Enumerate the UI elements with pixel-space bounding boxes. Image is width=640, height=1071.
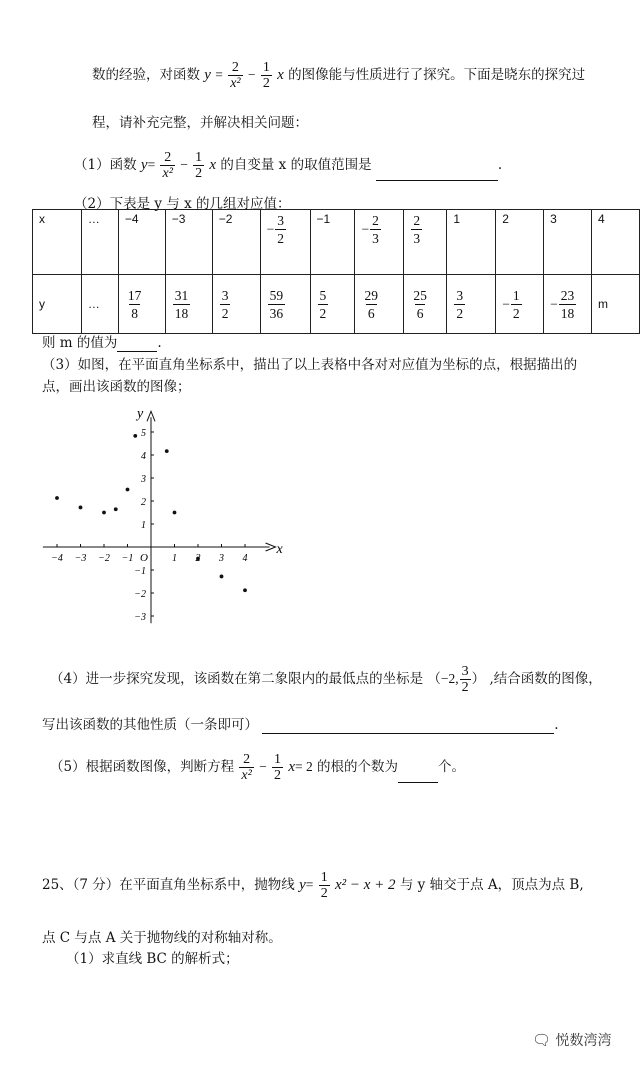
q25-line-1: 25、（7 分）在平面直角坐标系中，抛物线 y= $\frac{1}{2}$ x² − x + 2 与 y 轴交于点 A，顶点为点 B, (42, 870, 584, 901)
row1-cell: − $\frac{3}{2}$ (260, 210, 310, 275)
row1-cell: 2 (496, 210, 544, 275)
row2-cell: m (592, 275, 640, 334)
m-line: 则 m 的值为 . (42, 335, 162, 351)
y-tick-label: −2 (134, 589, 146, 600)
x-tick-label: −3 (74, 553, 87, 564)
q2-line: （2）下表是 y 与 x 的几组对应值： (74, 196, 291, 212)
row2-cell: $\frac{31}{18}$ (165, 275, 212, 334)
q1-line: （1）函数 y= $\frac{2}{\text{x²}}$ − $\frac{1}{2}$ x 的自变量 x 的取值范围是 . (74, 150, 503, 181)
func-y: y (204, 67, 211, 83)
q5-answer-blank (398, 768, 438, 783)
intro-line-1: 数的经验，对函数 y = $\frac{2}{\text{x²}}$ − $\frac{1}{2}$ x 的图像能与性质进行了探究。下面是晓东的探究过 (92, 60, 586, 91)
row2-cell: $\frac{3}{2}$ (212, 275, 260, 334)
intro-prefix: 数的经验，对函数 (92, 67, 200, 83)
data-point (220, 575, 224, 579)
row1-cell: 1 (447, 210, 496, 275)
q4-line-1: （4）进一步探究发现，该函数在第二象限内的最低点的坐标是 （−2, $\frac{3}{2}$ ） ,结合函数的图像， (50, 664, 602, 695)
x-tick-label: −4 (51, 553, 63, 564)
data-point (114, 507, 118, 511)
row1-cell: x (33, 210, 82, 275)
row1-cell: −2 (212, 210, 260, 275)
q25-line-2: 点 C 与点 A 关于抛物线的对称轴对称。 (42, 930, 282, 946)
y-tick-label: 4 (141, 451, 146, 462)
func-eq: = (215, 67, 223, 82)
scatter-plot (40, 393, 290, 633)
q3-line-2: 点，画出该函数的图像； (42, 379, 191, 395)
row1-cell: −4 (118, 210, 165, 275)
q4-answer-blank (262, 719, 554, 734)
row1-cell: − $\frac{2}{3}$ (355, 210, 404, 275)
chat-bubble-icon: 🗨 (532, 1031, 552, 1049)
y-tick-label: 5 (141, 428, 146, 439)
row2-cell: … (81, 275, 118, 334)
row2-cell: − $\frac{23}{18}$ (544, 275, 592, 334)
data-point (55, 496, 59, 500)
data-point (173, 511, 177, 515)
row1-cell: … (81, 210, 118, 275)
row2-cell: $\frac{25}{6}$ (404, 275, 447, 334)
row2-cell: $\frac{17}{8}$ (118, 275, 165, 334)
data-point (102, 511, 106, 515)
row2-cell: $\frac{3}{2}$ (447, 275, 496, 334)
row2-cell: $\frac{5}{2}$ (310, 275, 355, 334)
y-tick-label: 1 (141, 520, 146, 531)
y-tick-label: −1 (134, 566, 146, 577)
row2-cell: y (33, 275, 82, 334)
y-tick-label: 2 (141, 497, 146, 508)
q1-answer-blank (376, 166, 498, 181)
row2-cell: $\frac{29}{6}$ (355, 275, 404, 334)
data-point (79, 506, 83, 510)
x-axis-label: x (276, 542, 283, 557)
y-axis-label: y (137, 406, 144, 422)
q4-line-2: 写出该函数的其他性质（一条即可） . (42, 717, 559, 733)
y-tick-label: 3 (141, 474, 146, 485)
m-answer-blank (117, 337, 157, 352)
data-point (126, 488, 130, 492)
row2-cell: − $\frac{1}{2}$ (496, 275, 544, 334)
row1-cell: $\frac{2}{3}$ (404, 210, 447, 275)
q3-line-1: （3）如图，在平面直角坐标系中，描出了以上表格中各对对应值为坐标的点，根据描出的 (42, 357, 578, 373)
intro-line-2: 程，请补充完整，并解决相关问题： (92, 115, 308, 131)
row1-cell: 4 (592, 210, 640, 275)
data-point (133, 434, 137, 438)
q5-line: （5）根据函数图像，判断方程 $\frac{2}{\text{x²}}$ − $\frac{1}{2}$ x= 2 的根的个数为 个。 (50, 752, 466, 783)
row1-cell: 3 (544, 210, 592, 275)
x-tick-label: 1 (172, 553, 177, 564)
intro-suffix: 的图像能与性质进行了探究。下面是晓东的探究过 (288, 67, 586, 83)
x-tick-label: −1 (121, 553, 134, 564)
x-tick-label: 3 (219, 553, 224, 564)
data-point (165, 449, 169, 453)
y-tick-label: −3 (134, 612, 146, 623)
row2-cell: $\frac{59}{36}$ (260, 275, 310, 334)
data-point (243, 588, 247, 592)
value-table (32, 209, 640, 334)
func-frac-1: $\frac{2}{\text{x²}}$ (230, 60, 241, 91)
x-tick-label: −2 (98, 553, 110, 564)
x-tick-label: 4 (242, 553, 248, 564)
watermark: 🗨 悦数湾湾 (532, 1031, 612, 1049)
origin-label: O (140, 552, 148, 564)
q25-line-3: （1）求直线 BC 的解析式； (66, 951, 239, 967)
row1-cell: −1 (310, 210, 355, 275)
data-point (196, 557, 200, 561)
row1-cell: −3 (165, 210, 212, 275)
func-frac-2: $\frac{1}{2}$ (262, 60, 270, 91)
